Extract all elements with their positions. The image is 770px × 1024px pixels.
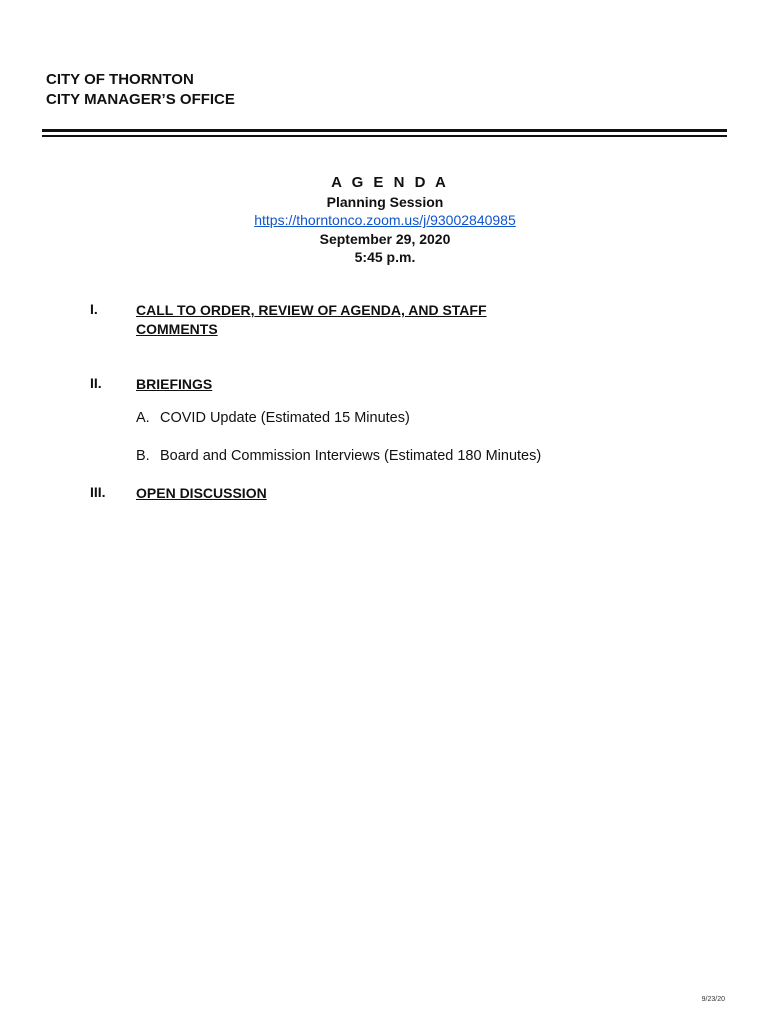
document-header xyxy=(46,70,235,110)
session-name: Planning Session xyxy=(326,193,444,210)
item-letter: B. xyxy=(136,448,150,464)
zoom-meeting-link[interactable]: https://thorntonco.zoom.us/j/93002840985 xyxy=(254,212,516,228)
section-title-line: CALL TO ORDER, REVIEW OF AGENDA, AND STAFF xyxy=(136,302,487,318)
briefing-item-a xyxy=(136,410,410,426)
agenda-heading: A G E N D A xyxy=(331,174,449,191)
briefing-item-b xyxy=(136,448,541,464)
section-numeral-1: I. xyxy=(90,301,98,317)
section-title-call-to-order xyxy=(136,301,556,338)
header-rule-thick xyxy=(42,129,727,132)
footer-date: 9/23/20 xyxy=(701,996,725,1003)
item-text: COVID Update (Estimated 15 Minutes) xyxy=(160,410,410,426)
office-name: CITY MANAGER’S OFFICE xyxy=(46,91,235,108)
item-text: Board and Commission Interviews (Estimated 180 Minutes) xyxy=(160,448,542,464)
agenda-title-block xyxy=(0,174,770,267)
org-name: CITY OF THORNTON xyxy=(46,71,194,88)
section-numeral-2: II. xyxy=(90,375,102,391)
section-numeral-3: III. xyxy=(90,484,106,500)
item-letter: A. xyxy=(136,410,150,426)
section-title-briefings: BRIEFINGS xyxy=(136,376,213,392)
section-title-line: COMMENTS xyxy=(136,320,218,337)
section-title-open-discussion: OPEN DISCUSSION xyxy=(136,485,267,501)
meeting-time: 5:45 p.m. xyxy=(354,249,416,265)
meeting-date: September 29, 2020 xyxy=(319,230,451,247)
header-rule-thin xyxy=(42,135,727,137)
